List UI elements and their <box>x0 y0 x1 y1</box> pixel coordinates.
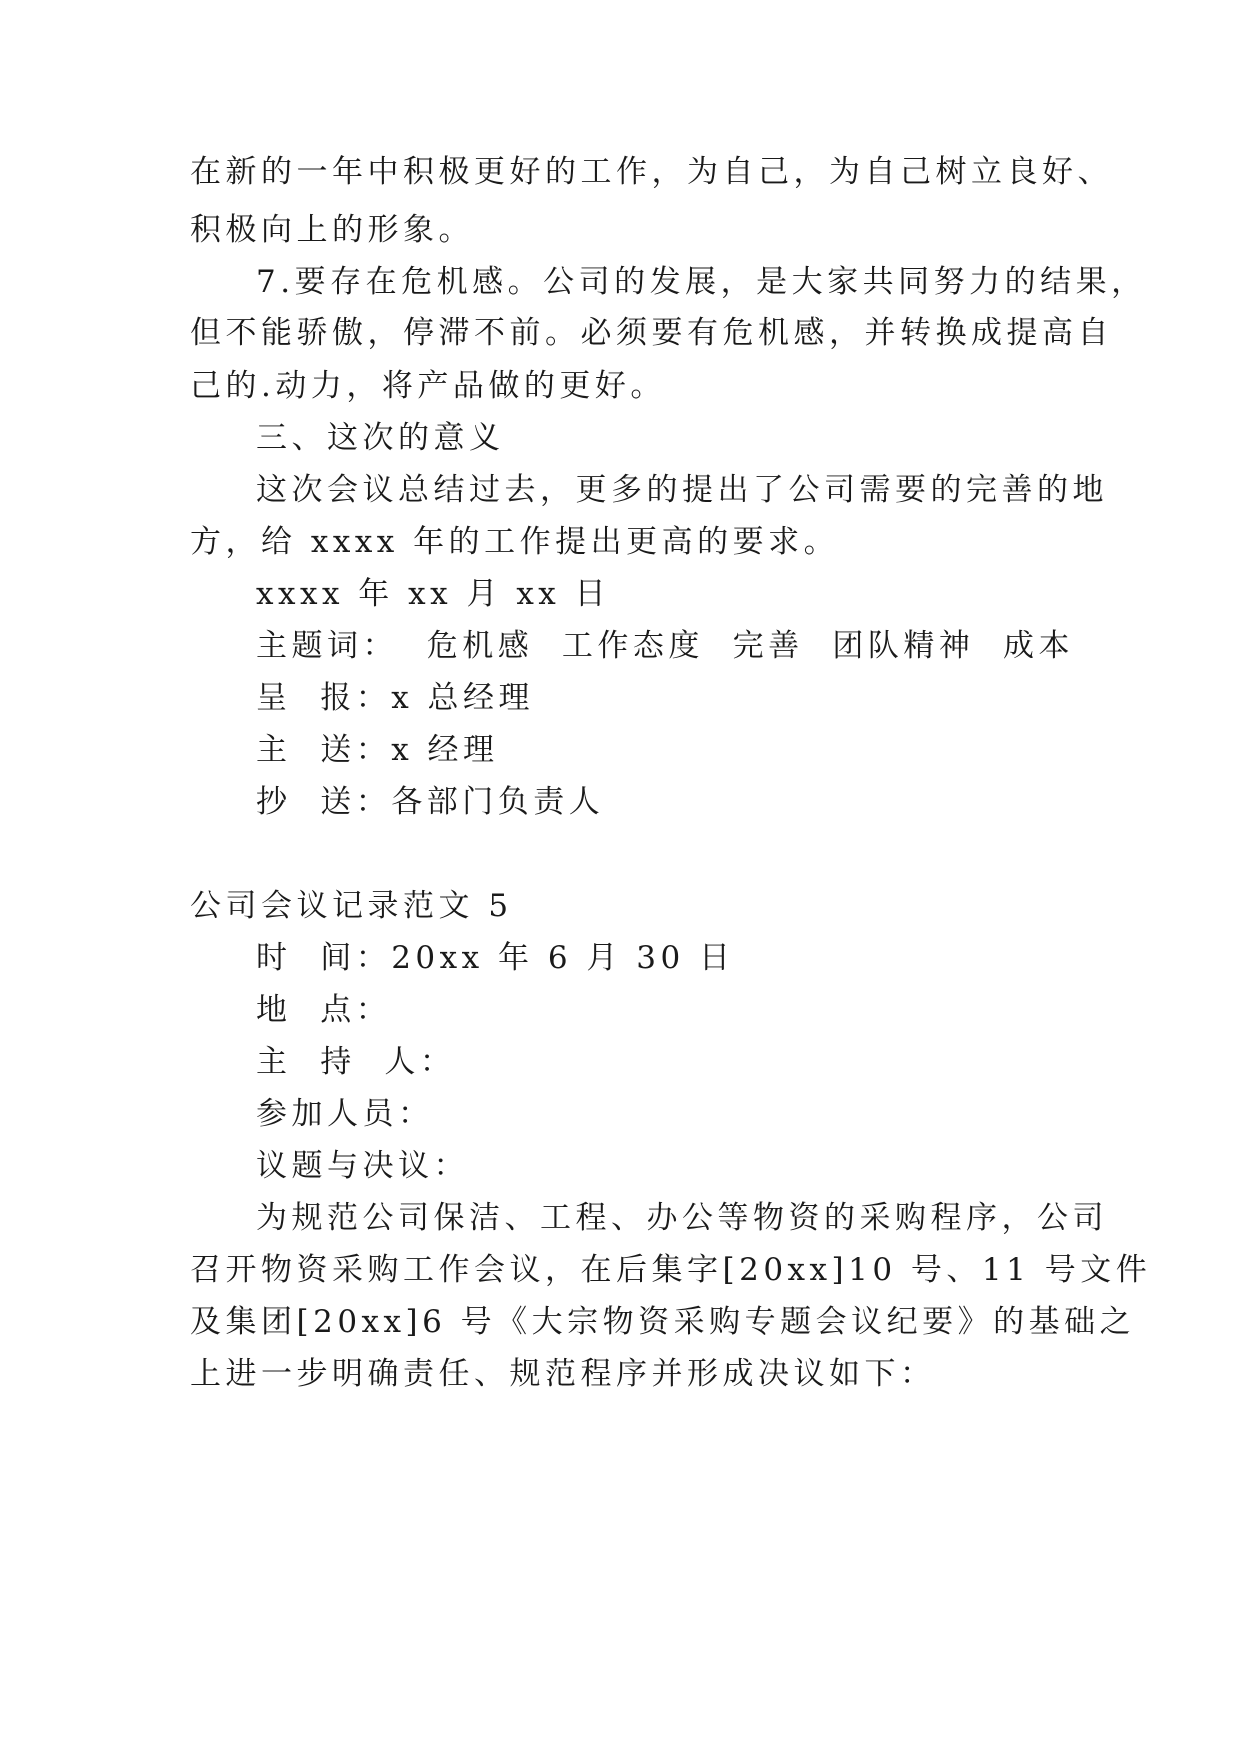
copy-to-line: 抄 送：各部门负责人 <box>256 784 605 820</box>
body-text-line: 为规范公司保洁、工程、办公等物资的采购程序，公司 <box>256 1200 1108 1236</box>
body-text-line: 但不能骄傲，停滞不前。必须要有危机感，并转换成提高自 <box>190 315 1113 351</box>
meeting-attendees-line: 参加人员： <box>256 1096 434 1132</box>
body-text-line: 这次会议总结过去，更多的提出了公司需要的完善的地 <box>256 472 1108 508</box>
numbered-item-7: 7.要存在危机感。公司的发展，是大家共同努力的结果， <box>256 264 1147 300</box>
meeting-host-line: 主 持 人： <box>256 1044 456 1080</box>
keywords-line: 主题词： 危机感 工作态度 完善 团队精神 成本 <box>256 628 1075 664</box>
date-line: xxxx 年 xx 月 xx 日 <box>256 576 611 612</box>
body-text-line: 上进一步明确责任、规范程序并形成决议如下： <box>190 1356 936 1392</box>
meeting-location-line: 地 点： <box>256 992 392 1028</box>
report-to-line: 呈 报：x 总经理 <box>256 680 535 716</box>
body-text-line: 积极向上的形象。 <box>190 212 474 248</box>
section-heading: 三、这次的意义 <box>256 420 505 456</box>
document-title: 公司会议记录范文 5 <box>190 888 513 924</box>
send-to-line: 主 送：x 经理 <box>256 732 499 768</box>
body-text-line: 己的.动力，将产品做的更好。 <box>190 368 666 404</box>
body-text-line: 方，给 xxxx 年的工作提出更高的要求。 <box>190 524 840 560</box>
agenda-resolution-line: 议题与决议： <box>256 1148 469 1184</box>
meeting-time-line: 时 间：20xx 年 6 月 30 日 <box>256 940 735 976</box>
body-text-line: 在新的一年中积极更好的工作，为自己，为自己树立良好、 <box>190 154 1113 190</box>
body-text-line: 召开物资采购工作会议，在后集字[20xx]10 号、11 号文件 <box>190 1252 1152 1288</box>
body-text-line: 及集团[20xx]6 号《大宗物资采购专题会议纪要》的基础之 <box>190 1304 1136 1340</box>
